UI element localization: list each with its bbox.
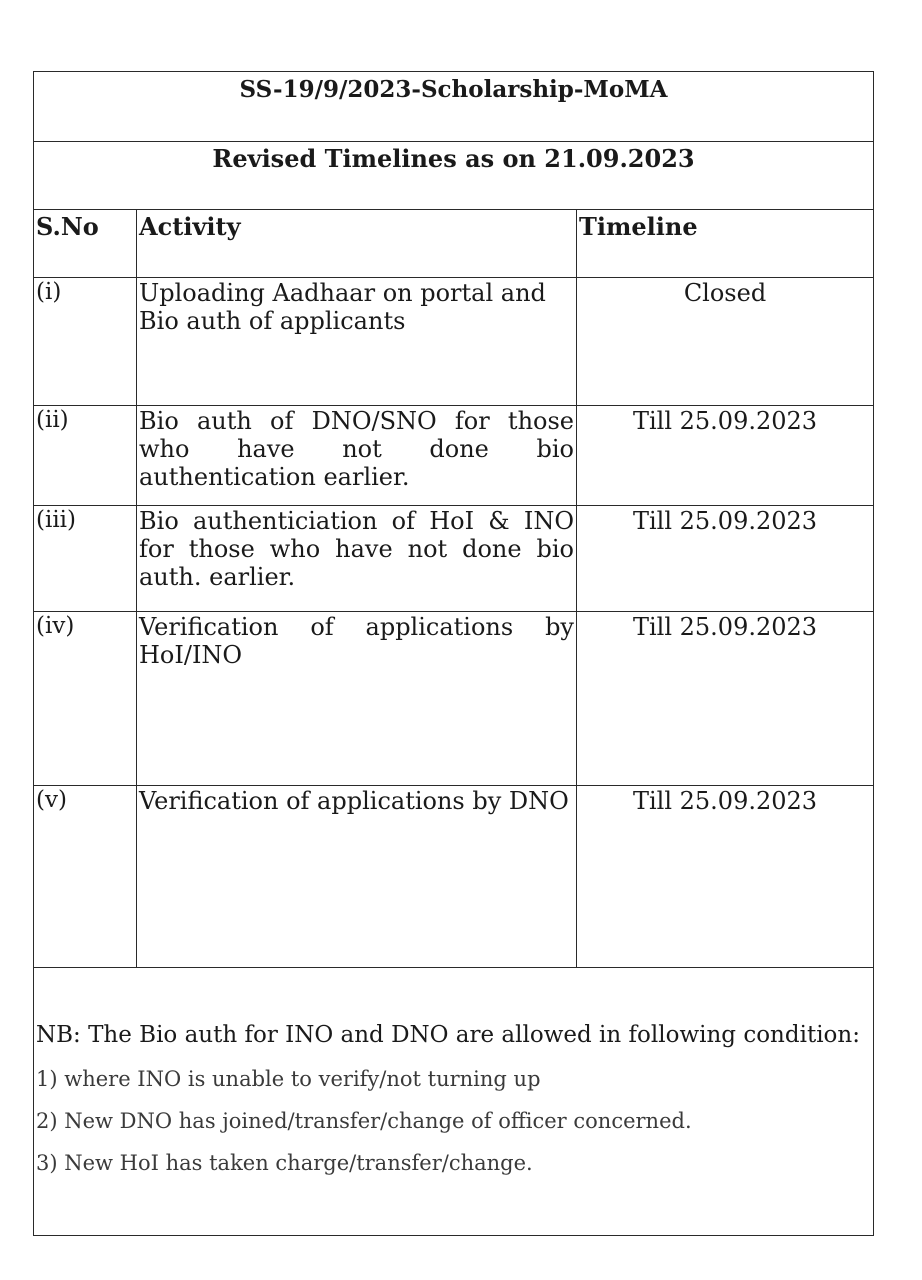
row-timeline: Closed	[577, 278, 874, 406]
note-item: 1) where INO is unable to verify/not turning up	[36, 1067, 541, 1091]
table-row	[34, 612, 874, 786]
row-sno: (v)	[34, 786, 137, 968]
row-timeline: Till 25.09.2023	[577, 506, 874, 612]
row-sno: (iii)	[34, 506, 137, 612]
row-timeline: Till 25.09.2023	[577, 786, 874, 968]
timeline-table	[33, 71, 874, 1236]
row-sno: (i)	[34, 278, 137, 406]
row-activity: Bio authenticiation of HoI & INO for those who have not done bio auth. earlier.	[137, 506, 577, 612]
table-row	[34, 278, 874, 406]
table-row	[34, 786, 874, 968]
row-sno: (iv)	[34, 612, 137, 786]
row-sno: (ii)	[34, 406, 137, 506]
header-activity: Activity	[137, 210, 577, 278]
row-timeline: Till 25.09.2023	[577, 406, 874, 506]
row-activity: Bio auth of DNO/SNO for those who have not done bio authentication earlier.	[137, 406, 577, 506]
table-row	[34, 506, 874, 612]
table-header-row	[34, 210, 874, 278]
row-activity: Verification of applications by DNO	[137, 786, 577, 968]
note-section	[34, 968, 874, 1236]
document-subtitle: Revised Timelines as on 21.09.2023	[34, 142, 874, 210]
row-activity: Verification of applications by HoI/INO	[137, 612, 577, 786]
header-timeline: Timeline	[577, 210, 874, 278]
row-timeline: Till 25.09.2023	[577, 612, 874, 786]
header-sno: S.No	[34, 210, 137, 278]
note-item: 2) New DNO has joined/transfer/change of officer concerned.	[36, 1109, 692, 1133]
note-text: NB: The Bio auth for INO and DNO are allowed in following condition:	[36, 1022, 860, 1048]
note-item: 3) New HoI has taken charge/transfer/change.	[36, 1151, 533, 1175]
document-reference: SS-19/9/2023-Scholarship-MoMA	[34, 72, 874, 142]
row-activity: Uploading Aadhaar on portal and Bio auth of applicants	[137, 278, 577, 406]
table-row	[34, 406, 874, 506]
